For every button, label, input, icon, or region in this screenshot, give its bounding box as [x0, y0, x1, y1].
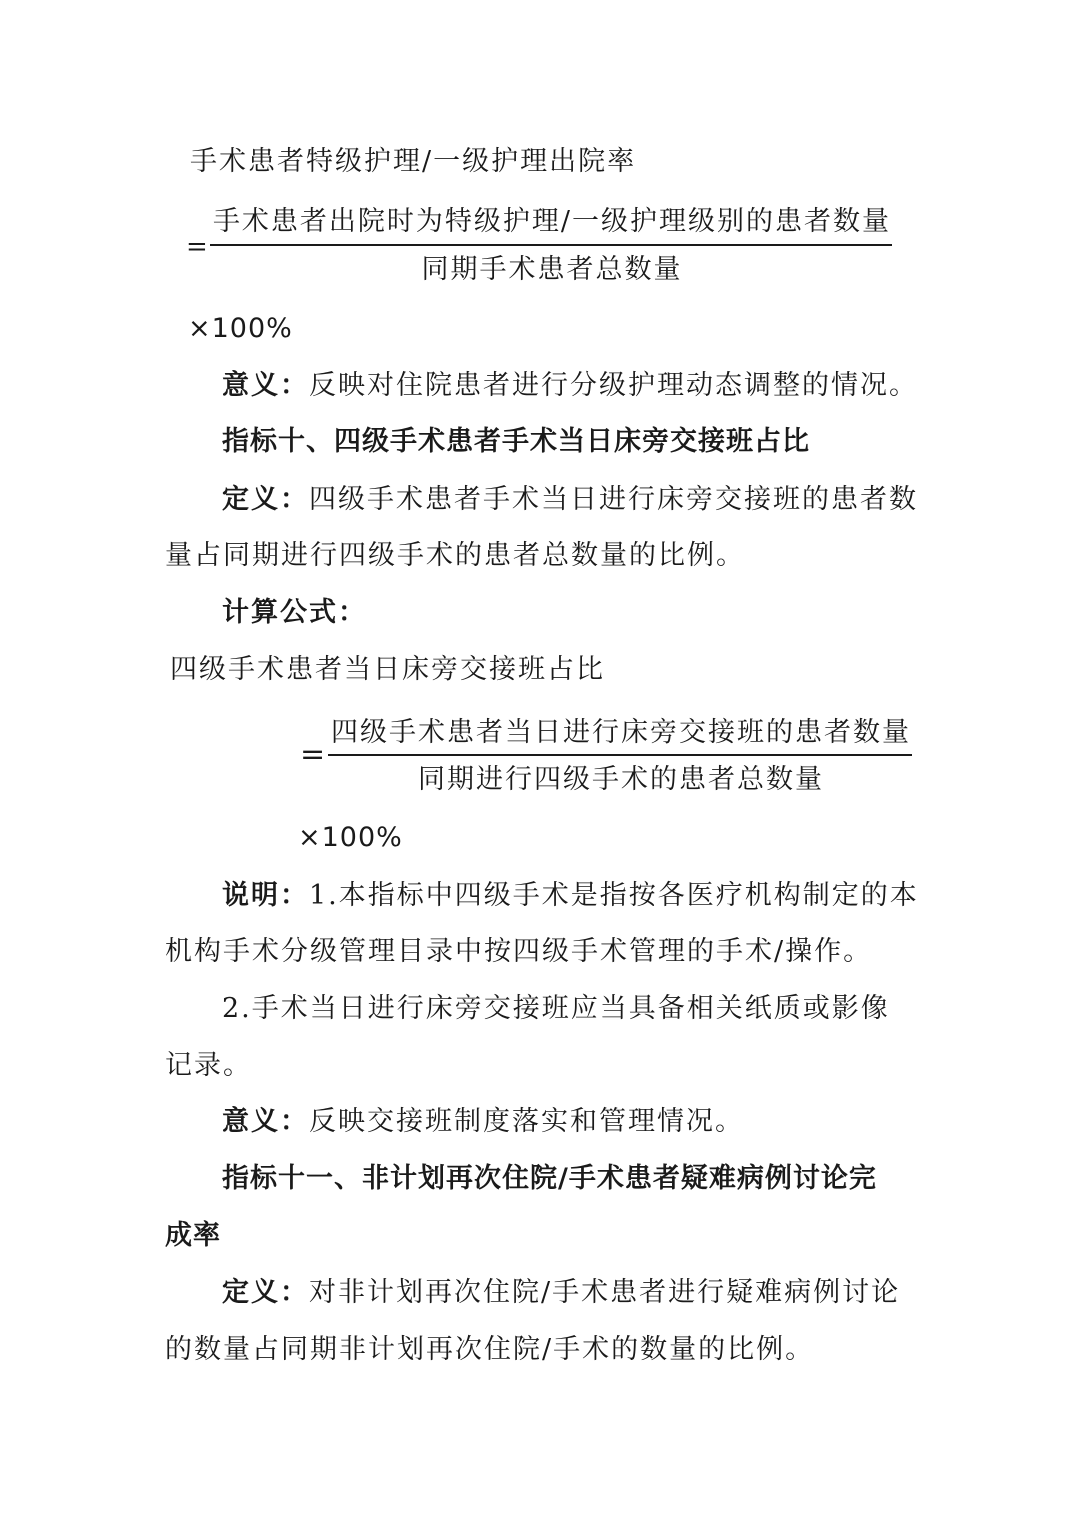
- indicator10-definition-label: 定义：: [222, 484, 309, 515]
- indicator10-significance-text: 反映交接班制度落实和管理情况。: [309, 1106, 744, 1137]
- indicator10-note-label: 说明：: [222, 880, 309, 911]
- indicator10-note1-line1: [222, 876, 919, 916]
- formula2-denominator: 同期进行四级手术的患者总数量: [418, 764, 824, 795]
- indicator10-note2-line2: 记录。: [165, 1050, 252, 1081]
- indicator10-definition-text1: 四级手术患者手术当日进行床旁交接班的患者数: [309, 484, 918, 515]
- formula1-denominator: 同期手术患者总数量: [421, 254, 683, 285]
- indicator11-title-line1: 指标十一、非计划再次住院/手术患者疑难病例讨论完: [222, 1163, 877, 1194]
- formula2-equals: =: [300, 737, 326, 772]
- indicator11-definition-line2: 的数量占同期非计划再次住院/手术的数量的比例。: [165, 1334, 815, 1365]
- formula1-multiplier: ×100%: [188, 313, 293, 344]
- indicator10-note1-line2: 机构手术分级管理目录中按四级手术管理的手术/操作。: [165, 936, 873, 967]
- significance1-label: 意义：: [222, 370, 309, 401]
- indicator11-definition-label: 定义：: [222, 1277, 309, 1308]
- formula1-lhs: 手术患者特级护理/一级护理出院率: [190, 146, 637, 177]
- formula1-numerator: 手术患者出院时为特级护理/一级护理级别的患者数量: [212, 206, 892, 237]
- formula2-numerator: 四级手术患者当日进行床旁交接班的患者数量: [331, 717, 911, 748]
- formula2-multiplier: ×100%: [298, 822, 403, 853]
- indicator11-definition-line1: [222, 1273, 900, 1313]
- indicator10-definition-line2: 量占同期进行四级手术的患者总数量的比例。: [165, 540, 745, 571]
- formula2-fraction-bar: [328, 754, 912, 756]
- significance1: [222, 366, 918, 406]
- formula1-equals: =: [186, 232, 208, 262]
- indicator10-note1-text1: 1.本指标中四级手术是指按各医疗机构制定的本: [309, 880, 919, 911]
- significance1-text: 反映对住院患者进行分级护理动态调整的情况。: [309, 370, 918, 401]
- indicator10-definition-line1: [222, 480, 918, 520]
- indicator10-title: 指标十、四级手术患者手术当日床旁交接班占比: [222, 426, 810, 457]
- indicator11-title-line2: 成率: [165, 1220, 221, 1251]
- indicator10-significance-label: 意义：: [222, 1106, 309, 1137]
- formula2-lhs: 四级手术患者当日床旁交接班占比: [170, 654, 605, 685]
- indicator10-significance: [222, 1102, 744, 1142]
- formula1-fraction-bar: [210, 244, 892, 246]
- indicator10-note2-line1: 2.手术当日进行床旁交接班应当具备相关纸质或影像: [222, 993, 890, 1024]
- indicator11-definition-text1: 对非计划再次住院/手术患者进行疑难病例讨论: [309, 1277, 901, 1308]
- indicator10-formula-label: 计算公式：: [222, 597, 367, 628]
